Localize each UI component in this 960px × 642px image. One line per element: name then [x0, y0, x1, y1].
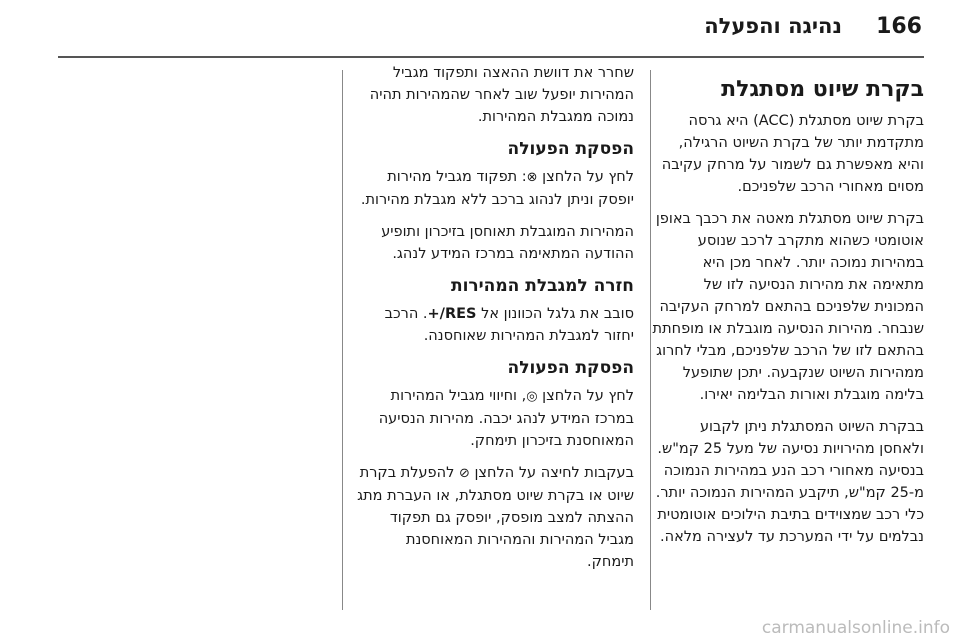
- speed-limiter-icon: ◎: [526, 389, 538, 404]
- paragraph: בעקבות לחיצה על הלחצן ⊘ להפעלת בקרת שיוט או בקרת שיוט מסתגלת, או העברת מתג ההצתה למצב מופסק, יופסק גם תפקוד מגביל המהירות והמהירות המאוחסנת תימחק.: [357, 465, 634, 570]
- subsection-heading: חזרה למגבלת המהירות: [450, 276, 634, 296]
- paragraph: בקרת שיוט מסתגלת (ACC) היא גרסה מתקדמת יותר של בקרת השיוט הרגילה, והיא מאפשרת גם לשמור על מרחק עקיבה מסוים מאחורי הרכב שלפניכם.: [661, 113, 924, 195]
- paragraph: לחץ על הלחצן ⊗: תפקוד מגביל מהירות יופסק וניתן לנהוג ברכב ללא מגבלת מהירות.: [360, 169, 634, 208]
- column-divider: [342, 70, 343, 610]
- page-number: 166: [876, 14, 922, 39]
- page-header: [0, 0, 960, 58]
- paragraph: לחץ על הלחצן ◎, וחיווי מגביל המהירות במרכז המידע לנהג יכבה. מהירות הנסיעה המאוחסנת בזיכרון תימחק.: [378, 388, 634, 449]
- watermark: carmanualsonline.info: [761, 618, 950, 638]
- column-middle: [356, 62, 634, 583]
- off-button-icon: ⊗: [526, 170, 538, 185]
- paragraph: בבקרת השיוט המסתגלת ניתן לקבוע ולאחסן מהירויות נסיעה של מעל 25 קמ"ש. בנסיעה מאחורי רכב הנע במהירות הנמוכה מ-25 קמ"ש, תיקבע המהירות הנמוכה יותר. כלי רכב שמצוידים בתיבת הילוכים אוטומטית נבלמים על ידי המערכת עד לעצירה מלאה.: [655, 419, 924, 545]
- cruise-control-icon: ⊘: [458, 466, 470, 481]
- page-section-title: נהיגה והפעלה: [704, 14, 842, 38]
- paragraph: סובב את גלגל הכוונון אל RES/+. הרכב יחזור למגבלת המהירות שאוחסנה.: [384, 306, 634, 344]
- column-right: [652, 62, 924, 558]
- subsection-heading: הפסקת הפעולה: [507, 139, 634, 159]
- subsection-heading: הפסקת הפעולה: [507, 358, 634, 378]
- paragraph: בקרת שיוט מסתגלת מאטה את רכבך באופן אוטומטי כשהוא מתקרב לרכב שנוסע במהירות נמוכה יותר. לאחר מכן היא מתאימה את מהירות הנסיעה לזו של המכונית שלפניכם בהתאם למרחק העקיבה שנבחר. מהירות הנסיעה מוגבלת או מופחתת בהתאם לזו של הרכב שלפניכם, מבלי לחרוג ממהירות השיוט שנקבעה. יתכן שתופעל בלימה מוגבלת ואורות הבלימה יאירו.: [652, 211, 924, 403]
- section-heading: בקרת שיוט מסתגלת: [721, 77, 924, 102]
- column-divider: [650, 70, 651, 610]
- header-rule: [58, 56, 924, 58]
- control-label: RES/+: [427, 306, 477, 322]
- paragraph: שחרר את דוושת ההאצה ותפקוד מגביל המהירות יופעל שוב לאחר שהמהירות תהיה נמוכה ממגבלת המהירות.: [369, 65, 634, 125]
- paragraph: המהירות המוגבלת תאוחסן בזיכרון ותופיע ההודעה המתאימה במרכז המידע לנהג.: [381, 224, 634, 262]
